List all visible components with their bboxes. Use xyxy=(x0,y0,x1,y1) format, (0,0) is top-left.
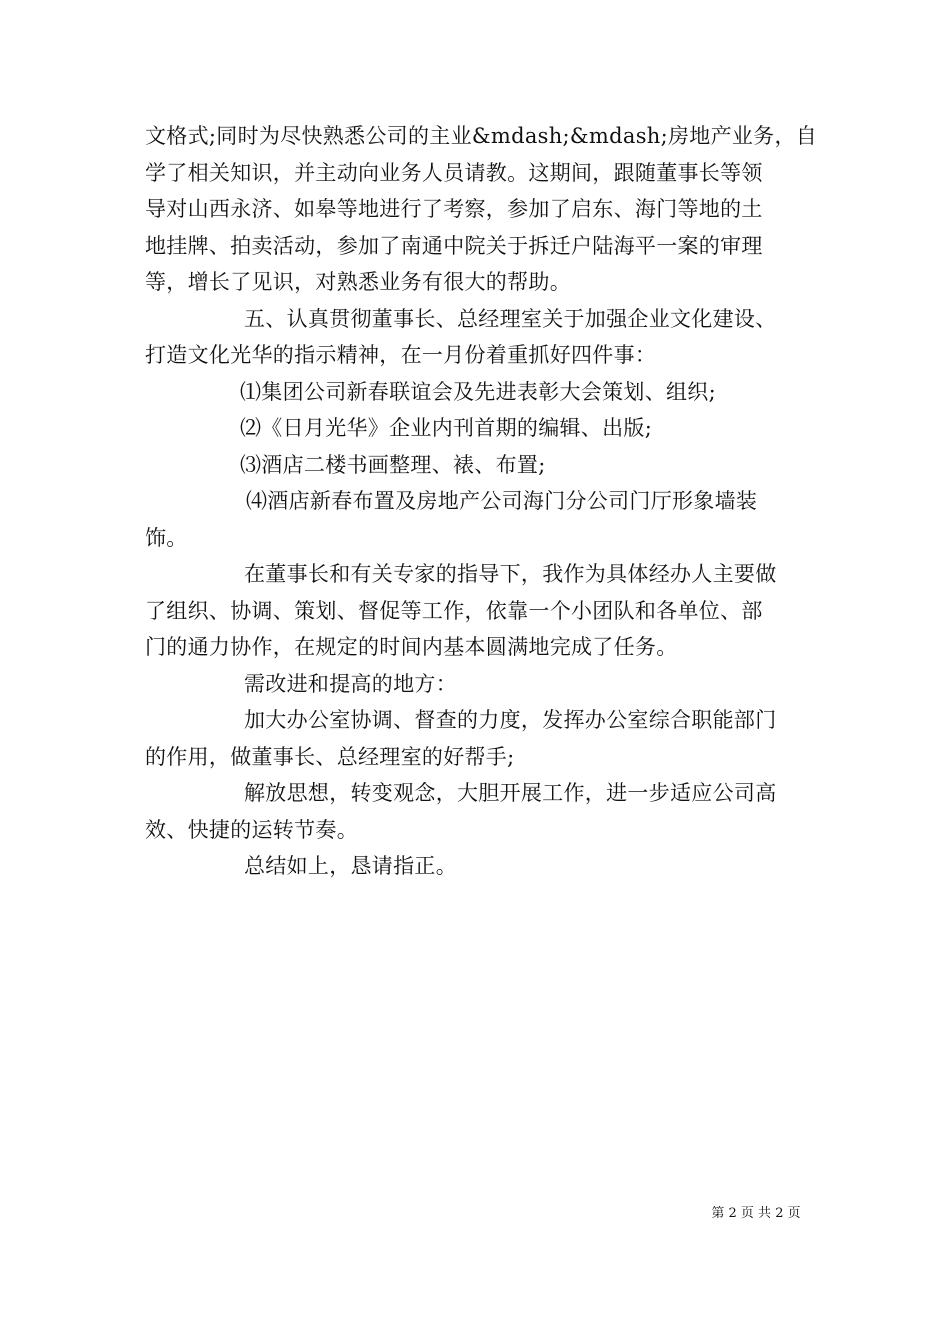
closing-line: 总结如上，恳请指正。 xyxy=(244,854,457,878)
body-line: 的作用，做董事长、总经理室的好帮手; xyxy=(145,744,515,769)
body-line: 文格式;同时为尽快熟悉公司的主业&mdash;&mdash;房地产业务，自 xyxy=(145,124,818,148)
body-line: 了组织、协调、策划、督促等工作，依靠一个小团队和各单位、部 xyxy=(145,598,763,623)
paragraph-start-line: 需改进和提高的地方： xyxy=(244,671,457,696)
list-item: ⑶酒店二楼书画整理、裱、布置; xyxy=(240,452,546,477)
list-item: ⑴集团公司新春联谊会及先进表彰大会策划、组织; xyxy=(240,379,716,404)
paragraph-start-line: 加大办公室协调、督查的力度，发挥办公室综合职能部门 xyxy=(244,708,777,732)
paragraph-start-line: 解放思想，转变观念，大胆开展工作，进一步适应公司高 xyxy=(244,781,777,805)
body-line: 学了相关知识，并主动向业务人员请教。这期间，跟随董事长等领 xyxy=(145,160,763,185)
body-line: 饰。 xyxy=(145,525,188,550)
document-body xyxy=(145,118,818,885)
body-line: 导对山西永济、如皋等地进行了考察，参加了启东、海门等地的土 xyxy=(145,197,763,221)
paragraph-start-line: 在董事长和有关专家的指导下，我作为具体经办人主要做 xyxy=(244,562,777,586)
body-line: 地挂牌、拍卖活动，参加了南通中院关于拆迁户陆海平一案的审理 xyxy=(145,233,763,258)
body-line: 等，增长了见识，对熟悉业务有很大的帮助。 xyxy=(145,270,571,294)
section-heading-line: 五、认真贯彻董事长、总经理室关于加强企业文化建设、 xyxy=(244,306,777,331)
list-item: ⑷酒店新春布置及房地产公司海门分公司门厅形象墙装 xyxy=(246,489,758,513)
body-line: 打造文化光华的指示精神，在一月份着重抓好四件事： xyxy=(145,343,657,367)
body-line: 门的通力协作，在规定的时间内基本圆满地完成了任务。 xyxy=(145,635,678,659)
body-line: 效、快捷的运转节奏。 xyxy=(145,817,358,842)
list-item: ⑵《日月光华》企业内刊首期的编辑、出版; xyxy=(240,416,653,440)
page-number-footer: 第 2 页 共 2 页 xyxy=(711,1206,801,1221)
